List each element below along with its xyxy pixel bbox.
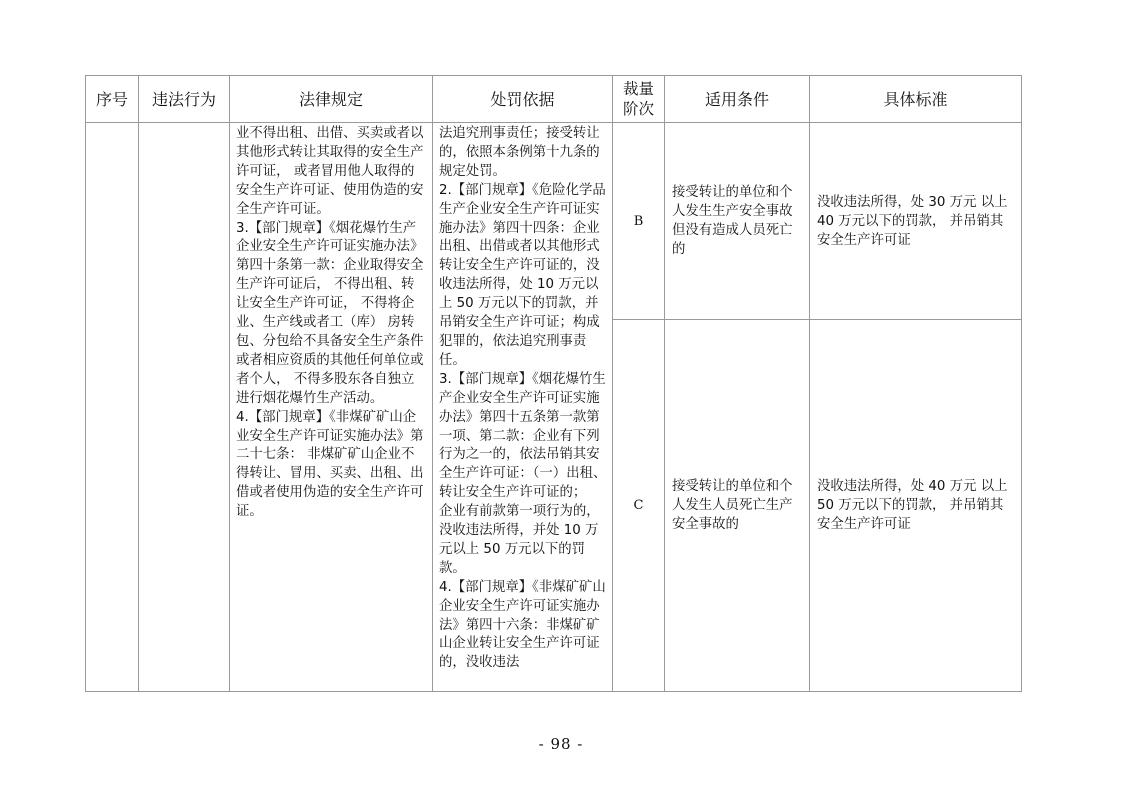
cell-level-c: C bbox=[613, 320, 665, 692]
condition-text: 接受转让的单位和个人发生生产安全事故但没有造成人员死亡的 bbox=[672, 185, 793, 257]
header-level bbox=[613, 76, 665, 123]
header-no: 序号 bbox=[86, 76, 139, 123]
cell-law bbox=[230, 123, 433, 692]
cell-no bbox=[86, 123, 139, 692]
cell-violation bbox=[139, 123, 230, 692]
header-basis: 处罚依据 bbox=[433, 76, 613, 123]
header-violation: 违法行为 bbox=[139, 76, 230, 123]
header-standard: 具体标准 bbox=[810, 76, 1022, 123]
standard-text: 没收违法所得，处 30 万元 以上 40 万元以下的罚款， 并吊销其安全生产许可证 bbox=[817, 194, 1008, 248]
header-level-label: 裁量阶次 bbox=[622, 80, 654, 118]
condition-text: 接受转让的单位和个人发生人员死亡生产安全事故的 bbox=[672, 479, 793, 532]
table-header-row bbox=[86, 76, 1022, 123]
penalty-table bbox=[85, 75, 1022, 692]
law-text: 业不得出租、出借、买卖或者以其他形式转让其取得的安全生产许可证， 或者冒用他人取得的安全生产许可证、使用伪造的安全生产许可证。 3.【部门规章】《烟花爆竹生产企业安全生产许可证实施办法》第四十条第一款：企业取得安全生产许可证后， 不得出租、转让安全生产许可证， 不得将企业、生产线或者工（库） 房转包、分包给不具备安全生产条件或者相应资质的其他任何单位或者个人， 不得多股东各自独立进行烟花爆竹生产活动。 4.【部门规章】《非煤矿矿山企业安全生产许可证实施办法》第二十七条： 非煤矿矿山企业不得转让、冒用、买卖、出租、出借或者使用伪造的安全生产许可证。 bbox=[236, 126, 424, 520]
cell-standard-c bbox=[810, 320, 1022, 692]
cell-basis bbox=[433, 123, 613, 692]
standard-text: 没收违法所得，处 40 万元 以上 50 万元以下的罚款， 并吊销其安全生产许可证 bbox=[817, 479, 1008, 532]
cell-condition-c bbox=[665, 320, 810, 692]
cell-condition-b bbox=[665, 123, 810, 320]
header-law: 法律规定 bbox=[230, 76, 433, 123]
basis-text: 法追究刑事责任；接受转让的，依照本条例第十九条的规定处罚。 2.【部门规章】《危险化学品生产企业安全生产许可证实施办法》第四十四条：企业出租、出借或者以其他形式转让安全生产许可证的，没收违法所得，处 10 万元以上 50 万元以下的罚款，并吊销安全生产许可证；构成犯罪的，依法追究刑事责任。 3.【部门规章】《烟花爆竹生产企业安全生产许可证实施办法》第四十五条第一款第一项、第二款：企业有下列行为之一的，依法吊销其安全生产许可证：（一）出租、转让安全生产许可证的； 企业有前款第一项行为的，没收违法所得，并处 10 万元以上 50 万元以下的罚款。 4.【部门规章】《非煤矿矿山企业安全生产许可证实施办法》第四十六条：非煤矿矿山企业转让安全生产许可证的，没收违法 bbox=[439, 126, 607, 671]
page-number: - 98 - bbox=[538, 735, 584, 753]
table-row bbox=[86, 123, 1022, 320]
header-condition: 适用条件 bbox=[665, 76, 810, 123]
cell-level-b: B bbox=[613, 123, 665, 320]
cell-standard-b bbox=[810, 123, 1022, 320]
